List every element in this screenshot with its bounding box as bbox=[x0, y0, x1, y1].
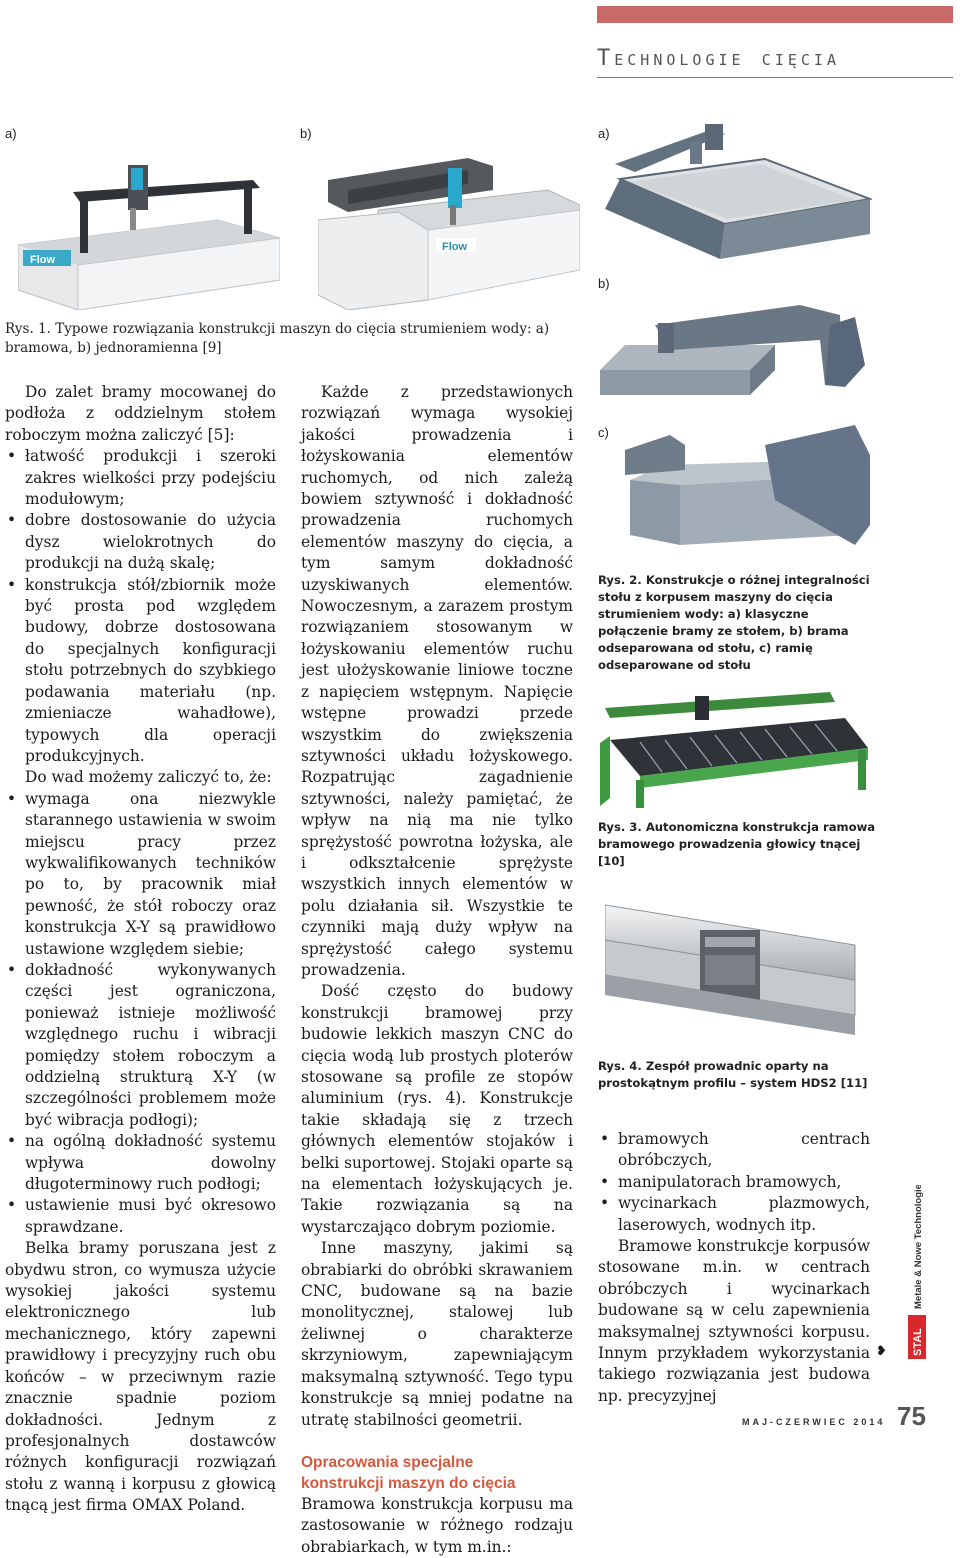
brand-tagline: Metale & Nowe Technologie bbox=[913, 1185, 924, 1309]
subheading-line-1: Opracowania specjalne bbox=[301, 1453, 474, 1471]
fig2c-separated-arm bbox=[625, 405, 870, 555]
header-accent-bar bbox=[597, 6, 953, 23]
column-1 bbox=[5, 382, 276, 1517]
column-2 bbox=[301, 382, 573, 1558]
list-item: • na ogólną dokładność systemu wpływa dowolny długoterminowy ruch podłogi; bbox=[5, 1131, 276, 1195]
col2-p3: Inne maszyny, jakimi są obrabiarki do obróbki skrawaniem CNC, budowane są na bazie monolitycznej, stalowej lub żeliwnej o charakterze skrzyniowym, zapewniającym maksymalną sztywność. Tego typu konstrukcje są mniej podatne na utratę stabilności geometrii. bbox=[301, 1239, 573, 1429]
fig1-label-a: a) bbox=[5, 126, 17, 141]
col1-cons-intro: Do wad możemy zaliczyć to, że: bbox=[25, 768, 272, 787]
list-item: • wymaga ona niezwykle starannego ustawienia w swoim miejscu pracy przez wykwalifikowanych techników po to, by pracownik miał pewność, że stół roboczy oraz konstrukcja X-Y są prawidłowo ustawione względem siebie; bbox=[5, 789, 276, 960]
continue-arrow-icon: ❥ bbox=[876, 1344, 887, 1359]
col2-p2: Dość często do budowy konstrukcji bramowej przy budowie lekkich maszyn CNC do cięcia wodą lub prostych ploterów stosowane są profile ze stopów aluminium (rys. 4). Konstrukcje takie składają się z trzech głównych elementów stojaków i belki suportowej. Stojaki oparte są na elementach łożyskujących je. Takie rozwiązania są na wystarczająco dobrym poziomie. bbox=[301, 982, 573, 1236]
col1-para-end: Belka bramy poruszana jest z obydwu stron, co wymusza użycie wysokiej jakości systemu elektronicznego lub mechanicznego, który zapewni prawidłowy i precyzyjny ruch obu końców – w przeciwnym razie znacznie spadnie poziom dokładności. Jednym z profesjonalnych dostawców różnych konfiguracji rozwiązań stołu z wanną i korpusu z głowicą tnącą jest firma OMAX Poland. bbox=[5, 1239, 276, 1515]
list-item: • ustawienie musi być okresowo sprawdzane. bbox=[5, 1195, 276, 1238]
fig1-label-b: b) bbox=[300, 126, 312, 141]
fig2-label-b: b) bbox=[598, 276, 610, 291]
fig2-caption: Rys. 2. Konstrukcje o różnej integralności stołu z korpusem maszyny do cięcia strumieniem wody: a) klasyczne połączenie bramy ze stołem, b) brama odseparowana od stołu, c) ramię odseparowane od stołu bbox=[598, 573, 870, 672]
list-item: • manipulatorach bramowych, bbox=[598, 1172, 870, 1193]
fig4-caption: Rys. 4. Zespół prowadnic oparty na prostokątnym profilu – system HDS2 [11] bbox=[598, 1059, 868, 1090]
issue-date: MAJ-CZERWIEC 2014 bbox=[742, 1417, 886, 1427]
list-item: • dokładność wykonywanych części jest ograniczona, ponieważ istnieje możliwość względnego ruchu i wibracji pomiędzy stołem roboczym a oddzielną strukturą X-Y (w szczególności problemem może być wibracja podłogi); bbox=[5, 960, 276, 1131]
col2-subheading bbox=[301, 1452, 573, 1494]
fig3-caption: Rys. 3. Autonomiczna konstrukcja ramowa bramowego prowadzenia głowicy tnącej [10] bbox=[598, 820, 876, 868]
column-3 bbox=[598, 1129, 870, 1407]
col2-p4: Bramowa konstrukcja korpusu ma zastosowanie w różnego rodzaju obrabiarkach, w tym m.in.: bbox=[301, 1494, 573, 1556]
fig4-hds2-guide-assembly bbox=[605, 895, 870, 1045]
section-title-rule bbox=[597, 77, 953, 78]
list-item: • wycinarkach plazmowych, laserowych, wodnych itp. bbox=[598, 1193, 870, 1236]
section-title: Technologie cięcia bbox=[597, 46, 840, 71]
subheading-line-2: konstrukcji maszyn do cięcia bbox=[301, 1474, 516, 1492]
fig2a-classic-gantry-table bbox=[600, 124, 872, 264]
magazine-brand-vertical bbox=[905, 1185, 931, 1360]
machine-types-list bbox=[598, 1129, 870, 1236]
fig1-caption: Rys. 1. Typowe rozwiązania konstrukcji maszyn do cięcia strumieniem wody: a) bramowa, b) jednoramienna [9] bbox=[5, 321, 550, 356]
col3-para: Bramowe konstrukcje korpusów stosowane m.in. w centrach obróbczych i wycinarkach budowane są w celu zapewnienia maksymalnej sztywności korpusu. Innym przykładem wykorzystania takiego rozwiązania jest budowa np. precyzyjnej bbox=[598, 1237, 870, 1405]
fig1b-cantilever-waterjet-machine bbox=[318, 150, 580, 310]
col1-intro: Do zalet bramy mocowanej do podłoża z oddzielnym stołem roboczym można zaliczyć [5]: bbox=[5, 383, 276, 444]
list-item: • dobre dostosowanie do użycia dysz wielokrotnych do produkcji na dużą skalę; bbox=[5, 510, 276, 574]
pros-list bbox=[5, 446, 276, 767]
fig2-label-c: c) bbox=[598, 425, 609, 440]
page-number: 75 bbox=[897, 1401, 926, 1431]
fig2-label-a: a) bbox=[598, 126, 610, 141]
fig3-autonomous-frame-gantry bbox=[600, 688, 872, 810]
list-item: • łatwość produkcji i szeroki zakres wielkości przy podejściu modułowym; bbox=[5, 446, 276, 510]
fig1a-gantry-waterjet-machine bbox=[18, 140, 280, 310]
fig2b-separated-gantry bbox=[600, 295, 872, 400]
list-item: • bramowych centrach obróbczych, bbox=[598, 1129, 870, 1172]
stal-logo-text: STAL bbox=[912, 1328, 924, 1356]
list-item: • konstrukcja stół/zbiornik może być prosta pod względem budowy, dobrze dostosowana do specjalnych konfiguracji stołu potrzebnych do szybkiego podawania materiału (np. zmieniacze wahadłowe), typowych dla operacji produkcyjnych. bbox=[5, 575, 276, 768]
cons-list bbox=[5, 789, 276, 1239]
fig1a-brand: Flow bbox=[30, 254, 56, 266]
fig1b-brand: Flow bbox=[442, 241, 468, 253]
col2-p1: Każde z przedstawionych rozwiązań wymaga wysokiej jakości prowadzenia i łożyskowania elementów ruchomych, od nich zależą bowiem sztywność i dokładność prowadzenia ruchomych elementów maszyny do cięcia, a tym samym dokładność uzyskiwanych elementów. Nowoczesnym, a zarazem prostym rozwiązaniem stosowanym w łożyskowaniu elementów ruchu jest ułożyskowanie liniowe toczne z napięciem wstępnym. Napięcie wstępne prowadzi przede wszystkim do zwiększenia sztywności układu łożyskowego. Rozpatrując zagadnienie sztywności, należy pamiętać, że wpływ na nią ma nie tylko sprężystość powrotna łożyska, ale i odkształcenie sprężyste wszystkich innych elementów w polu działania sił. Wszystkie te czynniki mają duży wpływ na sprężystość całego systemu prowadzenia. bbox=[301, 383, 573, 979]
